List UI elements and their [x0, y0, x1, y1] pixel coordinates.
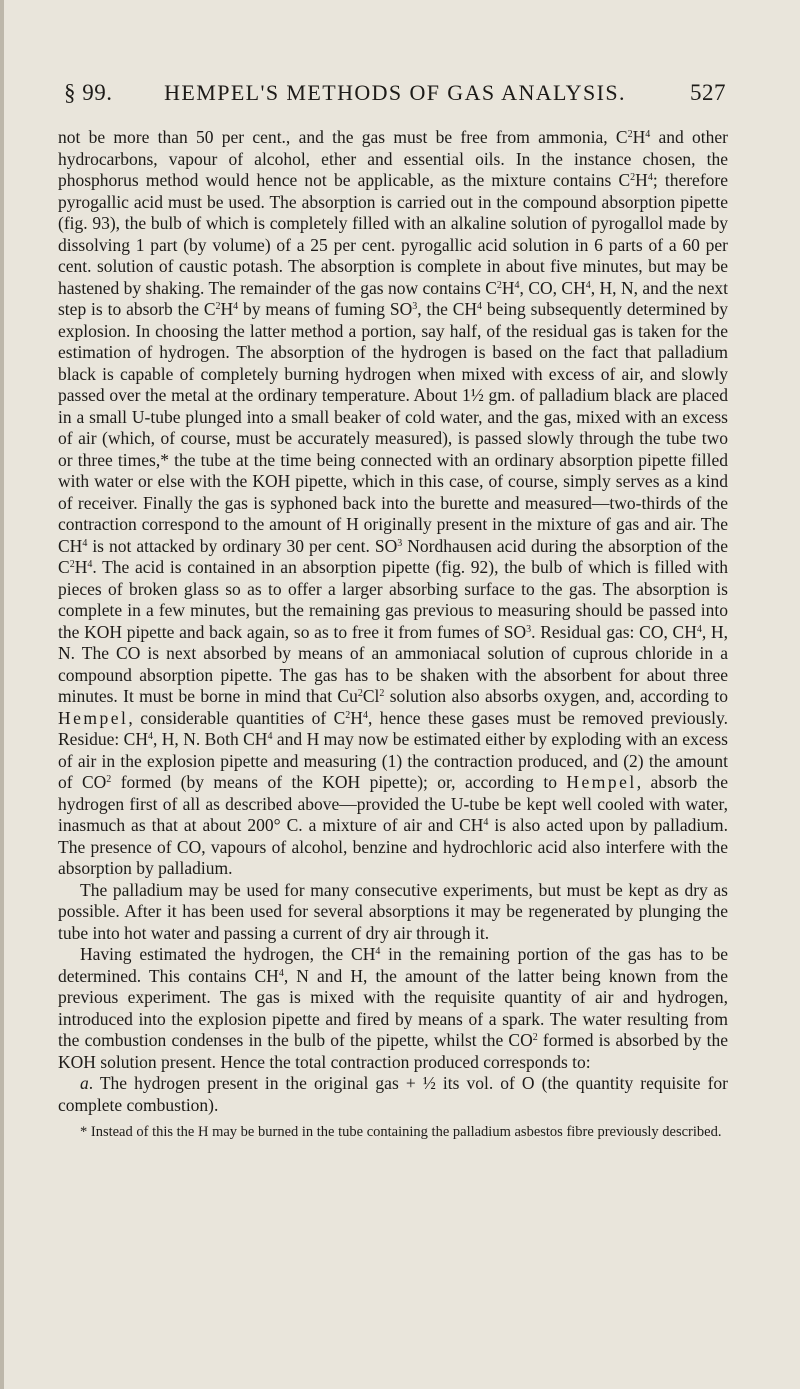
superscript: 4 — [362, 709, 368, 721]
page-body — [58, 127, 728, 1141]
superscript: 3 — [397, 537, 403, 549]
superscript: 4 — [645, 129, 651, 140]
paragraph: a. The hydrogen present in the original gas + ½ its vol. of O (the quantity requisite for complete combustion). — [58, 1073, 728, 1115]
superscript: 2 — [630, 172, 636, 183]
page-edge-shadow — [0, 0, 4, 1389]
superscript: 4 — [147, 731, 153, 742]
superscript: 4 — [585, 279, 591, 291]
superscript: 2 — [69, 559, 75, 570]
superscript: 4 — [477, 301, 483, 312]
superscript: 2 — [496, 279, 502, 291]
superscript: 4 — [483, 817, 489, 828]
superscript: 4 — [82, 537, 88, 549]
superscript: 2 — [379, 688, 385, 699]
superscript: 2 — [627, 129, 633, 140]
superscript: 4 — [233, 301, 239, 312]
superscript: 4 — [514, 279, 520, 291]
italic-label: a — [80, 1073, 89, 1093]
section-marker: § 99. — [64, 80, 113, 105]
superscript: 4 — [87, 559, 93, 570]
paragraph: Having estimated the hydrogen, the $CH^4$ in the remaining portion of the gas has to be determined. This contains $CH^4$, N and H, the amount of the latter being known from the previous experiment. The gas is mixed with the requisite quantity of air and hydrogen, introduced into the explosion pipette and fired by means of a spark. The water resulting from the combustion condenses in the bulb of the pipette, whilst the $CO^2$ formed is absorbed by the KOH solution present. Hence the total contraction produced corresponds to: — [58, 944, 729, 1072]
superscript: 2 — [215, 301, 221, 312]
footnote: * Instead of this the H may be burned in the tube containing the palladium asbestos fibre previously described. — [80, 1124, 722, 1140]
superscript: 3 — [526, 623, 532, 635]
superscript: 2 — [345, 709, 351, 721]
paragraph: not be more than 50 per cent., and the gas must be free from ammonia, $C^2H^4$ and other hydrocarbons, vapour of alcohol, ether and essential oils. In the instance chosen, the phosphorus method would hence not be applicable, as the mixture contains $C^2H^4$; therefore pyrogallic acid must be used. The absorption is carried out in the compound absorption pipette (fig. 93), the bulb of which is completely filled with an alkaline solution of pyrogallol made by dissolving 1 part (by volume) of a 25 per cent. pyrogallic acid solution in 6 parts of a 60 per cent. solution of caustic potash. The absorption is complete in about five minutes, but may be hastened by shaking. The remainder of the gas now contains $C^2H^4$, CO, $CH^4$, H, N, and the next step is to absorb the $C^2H^4$ by means of fuming $SO^3$, the $CH^4$ being subsequently determined by explosion. In choosing the latter method a portion, say half, of the residual gas is taken for the estimation of hydrogen. The absorption of the hydrogen is based on the fact that palladium black is capable of completely burning hydrogen when mixed with excess of air, and slowly passed over the metal at the ordinary temperature. About 1½ gm. of palladium black are placed in a small U-tube plunged into a small beaker of cold water, and the gas, mixed with an excess of air (which, of course, must be accurately measured), is passed slowly through the tube two or three times,* the tube at the time being connected with an ordinary absorption pipette filled with water or else with the KOH pipette, which in this case, of course, simply serves as a kind of receiver. Finally the gas is syphoned back into the burette and measured—two-thirds of the contraction correspond to the amount of H originally present in the mixture of gas and air. The $CH^4$ is not attacked by ordinary 30 per cent. $SO^3$ Nordhausen acid during the absorption of the $C^2H^4$. The acid is contained in an absorption pipette (fig. 92), the bulb of which is filled with pieces of broken glass so as to offer a larger absorbing surface to the gas. The absorption is complete in a few minutes, but the remaining gas previous to measuring should be passed into the KOH pipette and back again, so as to free it from fumes of $SO^3$. Residual gas: CO, $CH^4$, H, N. The CO is next absorbed by means of an ammoniacal solution of cuprous chloride in a compound absorption pipette. The gas has to be shaken with the absorbent for about three minutes. It must be borne in mind that Cu$^2$Cl$^2$ solution also absorbs oxygen, and, according to Hempel, considerable quantities of $C^2H^4$, hence these gases must be removed previously. Residue: $CH^4$, H, N. Both $CH^4$ and H may now be estimated either by exploding with an excess of air in the explosion pipette and measuring (1) the contraction produced, and (2) the amount of $CO^2$ formed (by means of the KOH pipette); or, according to Hempel, absorb the hydrogen first of all as described above—provided the U-tube be kept well cooled with water, inasmuch as that at about 200° C. a mixture of air and $CH^4$ is also acted upon by palladium. The presence of CO, vapours of alcohol, benzine and hydrochloric acid also interfere with the absorption by palladium. — [58, 127, 729, 878]
superscript: 2 — [106, 774, 112, 785]
paragraph: The palladium may be used for many consecutive experiments, but must be kept as dry as possible. After it has been used for several absorptions it may be regenerated by plunging the tube into hot water and passing a current of dry air through it. — [58, 879, 728, 943]
superscript: 2 — [357, 688, 363, 699]
superscript: 4 — [278, 967, 284, 979]
running-title: HEMPEL'S METHODS OF GAS ANALYSIS. — [164, 80, 626, 105]
spaced-name: Hempel — [566, 772, 637, 792]
superscript: 3 — [412, 301, 418, 312]
superscript: 4 — [267, 731, 273, 742]
page-number: 527 — [690, 80, 726, 105]
superscript: 4 — [647, 172, 653, 183]
superscript: 4 — [375, 946, 381, 957]
superscript: 4 — [696, 623, 702, 635]
spaced-name: Hempel — [58, 707, 129, 728]
superscript: 2 — [532, 1032, 538, 1043]
running-header — [64, 80, 726, 114]
